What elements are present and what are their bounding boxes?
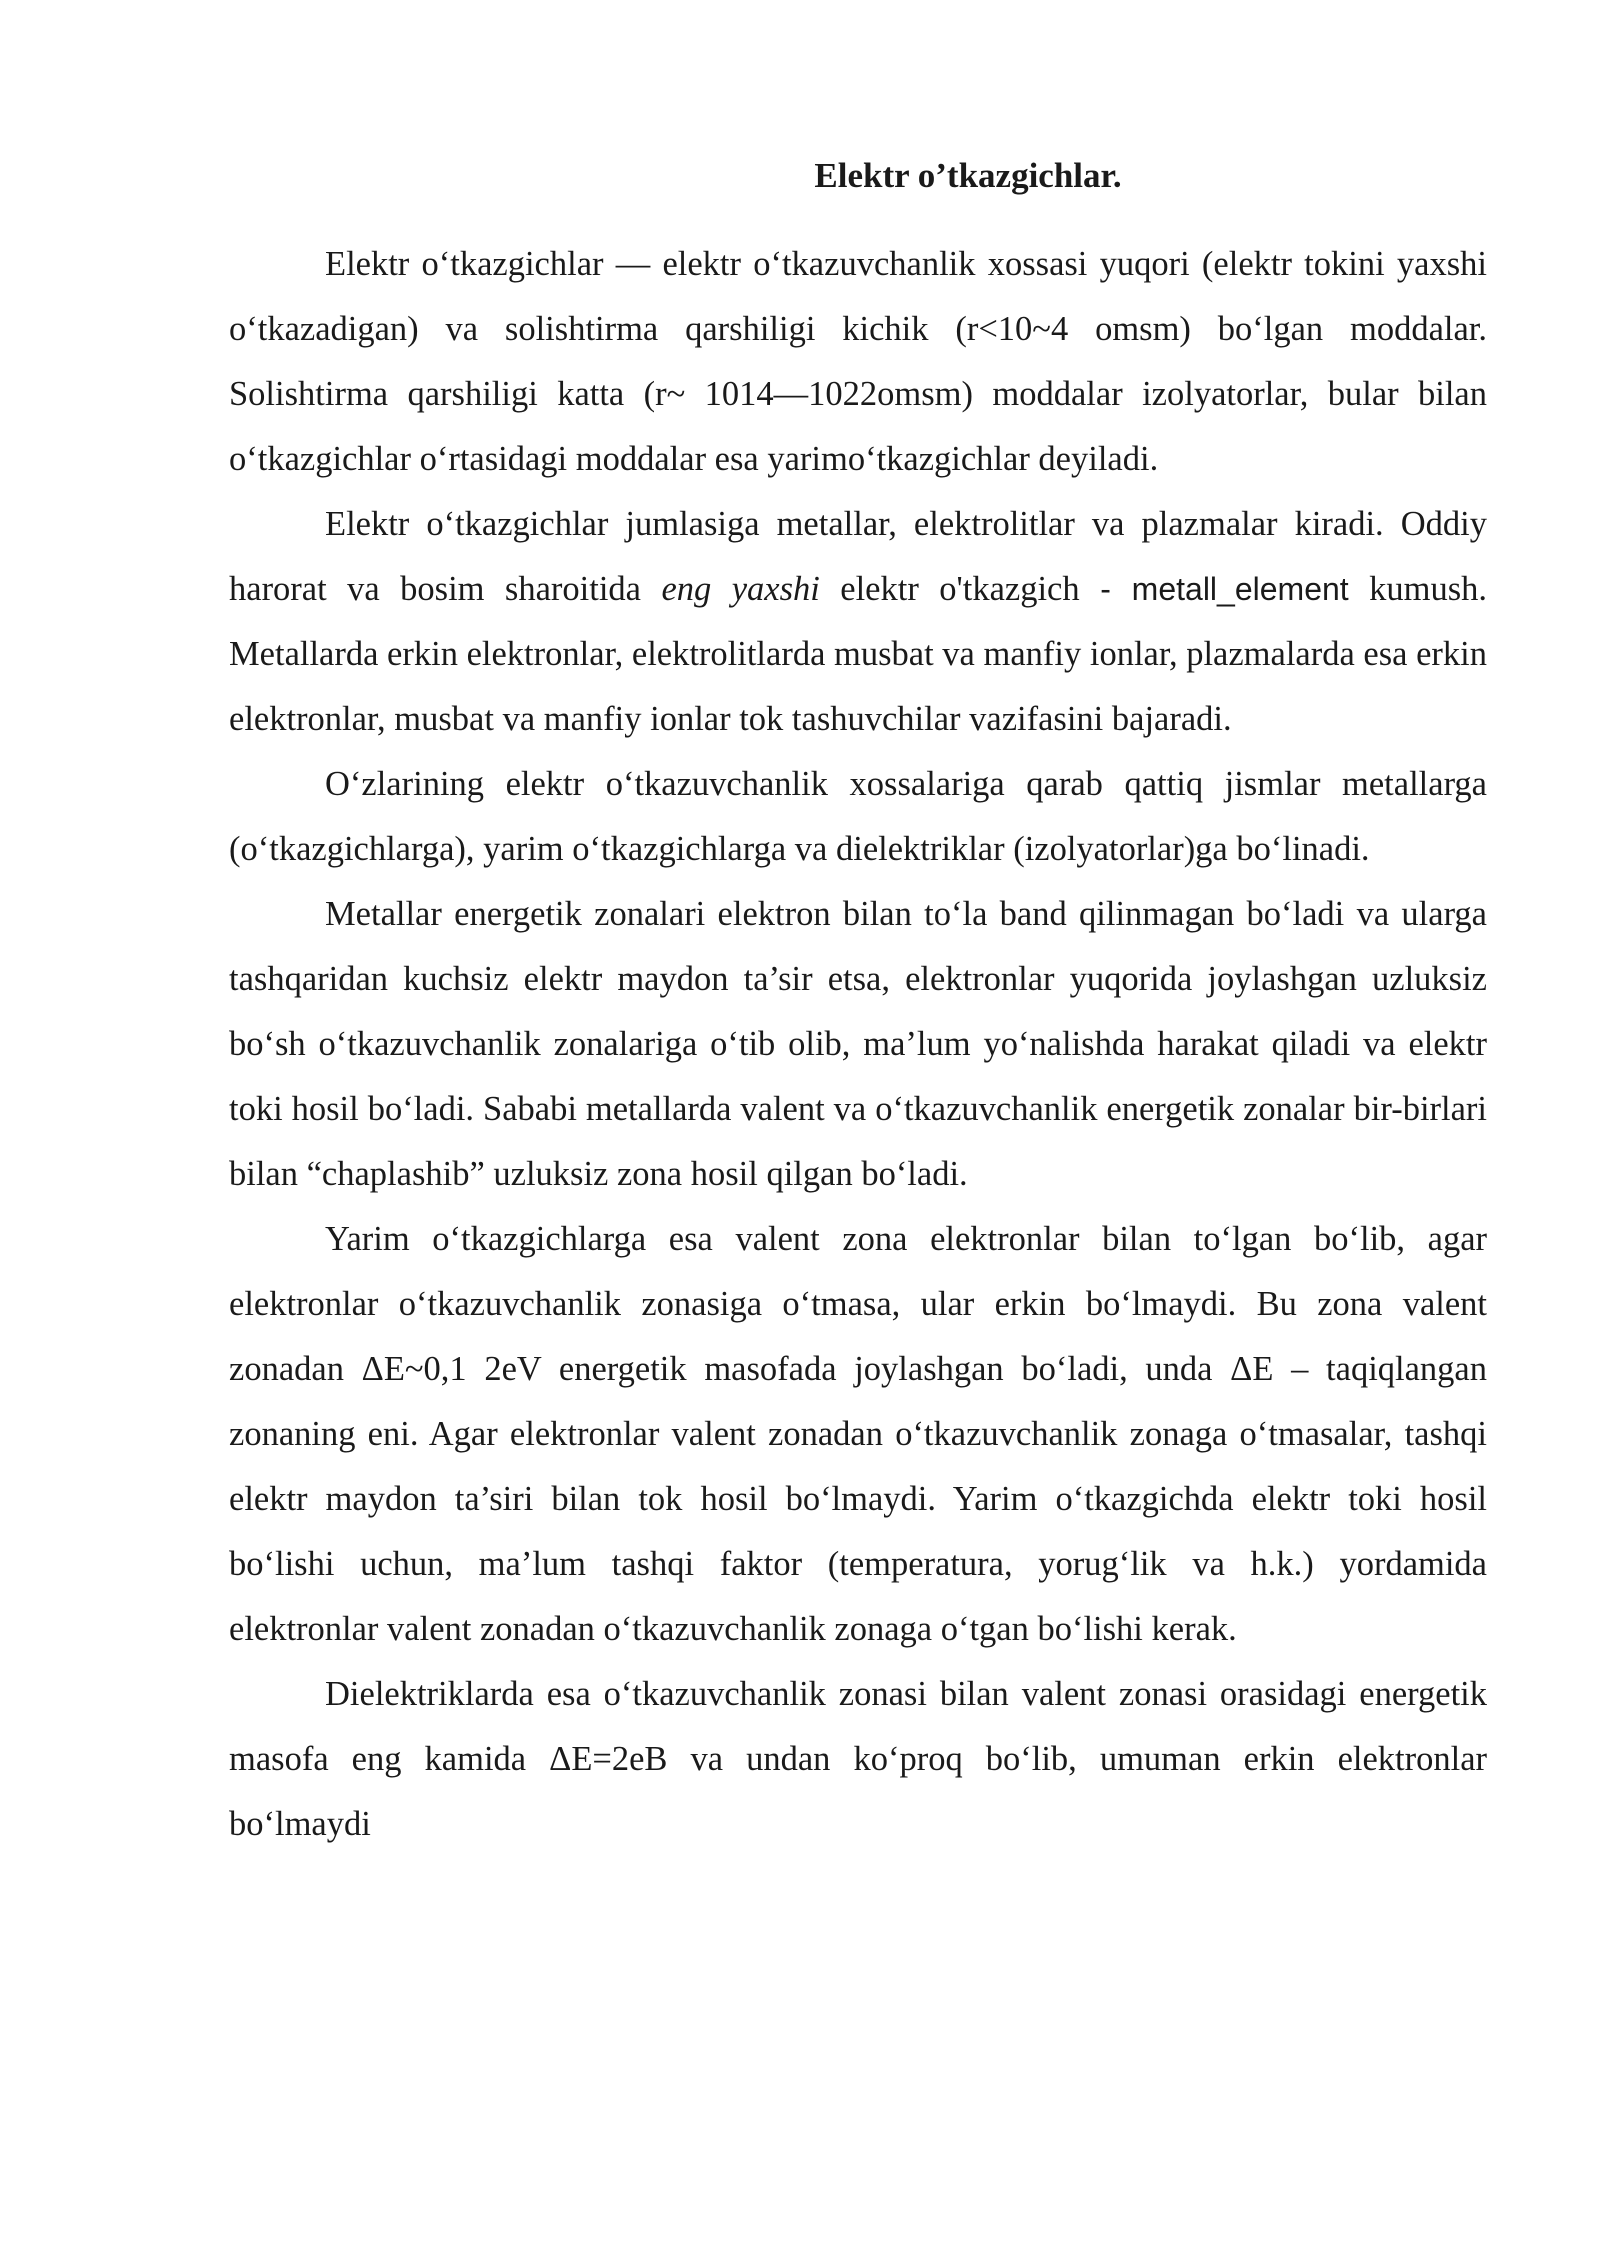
paragraph-4: Metallar energetik zonalari elektron bilan to‘la band qilinmagan bo‘ladi va ularga tashqaridan kuchsiz elektr maydon ta’sir etsa, elektronlar yuqorida joylashgan uzluksiz bo‘sh o‘tkazuvchanlik zonalariga o‘tib olib, ma’lum yo‘nalishda harakat qiladi va elektr toki hosil bo‘ladi. Sababi metallarda valent va o‘tkazuvchanlik energetik zonalar bir-birlari bilan “chaplashib” uzluksiz zona hosil qilgan bo‘ladi.: [229, 895, 1487, 1193]
paragraph-2-text-b: elektr o'tkazgich: [819, 570, 1080, 608]
paragraph-2-text-a: Elektr o‘tkazgichlar jumlasiga metallar, elektrolitlar va plazmalar kiradi. Oddiy harorat va bosim sharoitida: [229, 505, 1487, 608]
paragraph-2-text-c: - metall_element: [1079, 571, 1349, 607]
document-body: [229, 146, 1487, 1857]
paragraph-1: Elektr o‘tkazgichlar — elektr o‘tkazuvchanlik xossasi yuqori (elektr tokini yaxshi o‘tkazadigan) va solishtirma qarshiligi kichik (r<10~4 omsm) bo‘lgan moddalar. Solishtirma qarshiligi katta (r~ 1014—1022omsm) moddalar izolyatorlar, bular bilan o‘tkazgichlar o‘rtasidagi moddalar esa yarimo‘tkazgichlar deyiladi.: [229, 245, 1487, 478]
paragraph-6: Dielektriklarda esa o‘tkazuvchanlik zonasi bilan valent zonasi orasidagi energetik masofa eng kamida ΔE=2eB va undan ko‘proq bo‘lib, umuman erkin elektronlar bo‘lmaydi: [229, 1675, 1487, 1843]
paragraph-2-text-d: kumush. Metallarda erkin elektronlar, elektrolitlarda musbat va manfiy ionlar, plazmalarda esa erkin elektronlar, musbat va manfiy ionlar tok tashuvchilar vazifasini bajaradi.: [229, 570, 1488, 738]
paragraph-2-italic: eng yaxshi: [661, 570, 820, 608]
document-title: Elektr o’tkazgichlar.: [814, 156, 1122, 195]
paragraph-2: [229, 492, 1487, 752]
paragraph-3: O‘zlarining elektr o‘tkazuvchanlik xossalariga qarab qattiq jismlar metallarga (o‘tkazgichlarga), yarim o‘tkazgichlarga va dielektriklar (izolyatorlar)ga bo‘linadi.: [229, 765, 1487, 868]
paragraph-5: Yarim o‘tkazgichlarga esa valent zona elektronlar bilan to‘lgan bo‘lib, agar elektronlar o‘tkazuvchanlik zonasiga o‘tmasa, ular erkin bo‘lmaydi. Bu zona valent zonadan ΔE~0,1 2eV energetik masofada joylashgan bo‘ladi, unda ΔE – taqiqlangan zonaning eni. Agar elektronlar valent zonadan o‘tkazuvchanlik zonaga o‘tmasalar, tashqi elektr maydon ta’siri bilan tok hosil bo‘lmaydi. Yarim o‘tkazgichda elektr toki hosil bo‘lishi uchun, ma’lum tashqi faktor (temperatura, yorug‘lik va h.k.) yordamida elektronlar valent zonadan o‘tkazuvchanlik zonaga o‘tgan bo‘lishi kerak.: [229, 1220, 1487, 1648]
